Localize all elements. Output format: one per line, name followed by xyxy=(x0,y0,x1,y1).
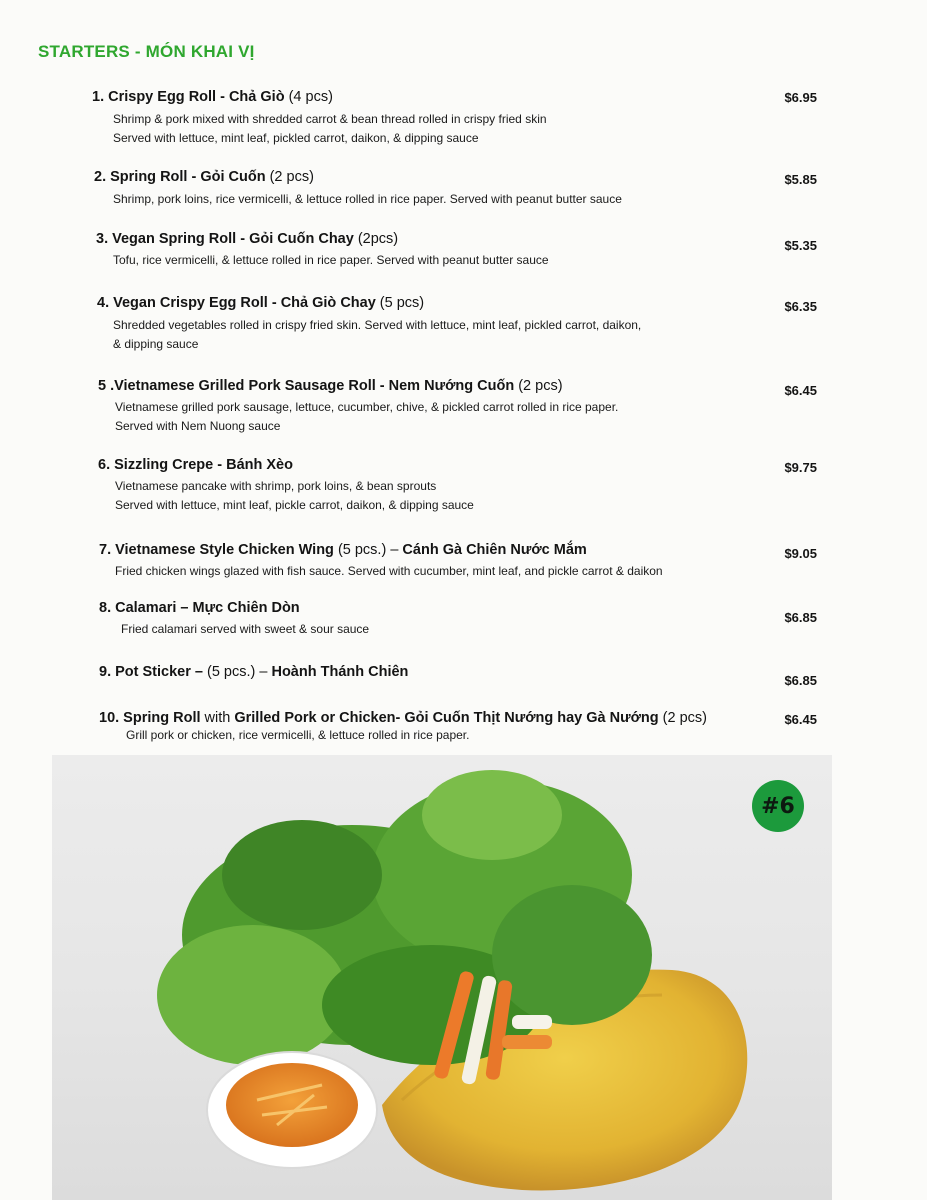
item-number-badge xyxy=(752,780,804,832)
item-name xyxy=(99,541,587,559)
item-price: $9.05 xyxy=(784,546,817,561)
item-name-bold: 5 .Vietnamese Grilled Pork Sausage Roll - Nem Nướng Cuốn xyxy=(98,378,515,394)
item-name-bold: Hoành Thánh Chiên xyxy=(271,664,409,680)
item-description: Shredded vegetables rolled in crispy fried skin. Served with lettuce, mint leaf, pickled carrot, daikon, xyxy=(113,318,642,332)
dish-photo xyxy=(52,755,832,1200)
item-name-detail: (4 pcs) xyxy=(284,89,333,105)
item-price: $5.35 xyxy=(784,238,817,253)
sizzling-crepe-image xyxy=(52,755,832,1200)
item-name-bold: 6. Sizzling Crepe - Bánh Xèo xyxy=(98,457,293,473)
item-description: Shrimp, pork loins, rice vermicelli, & lettuce rolled in rice paper. Served with peanut butter sauce xyxy=(113,192,622,206)
badge-label: #6 xyxy=(761,793,795,819)
item-description: Fried chicken wings glazed with fish sauce. Served with cucumber, mint leaf, and pickle carrot & daikon xyxy=(115,564,663,578)
item-name-bold: 9. Pot Sticker – xyxy=(99,664,203,680)
item-name xyxy=(98,377,563,395)
item-description: Vietnamese pancake with shrimp, pork loins, & bean sprouts xyxy=(115,479,437,493)
item-name-bold: 3. Vegan Spring Roll - Gỏi Cuốn Chay xyxy=(96,231,354,247)
item-name-detail: (2 pcs) xyxy=(658,710,707,726)
item-description: Tofu, rice vermicelli, & lettuce rolled in rice paper. Served with peanut butter sauce xyxy=(113,253,549,267)
item-name xyxy=(99,599,300,617)
item-price: $6.45 xyxy=(784,712,817,727)
item-name-detail: (2pcs) xyxy=(353,231,399,247)
item-name xyxy=(96,230,398,248)
item-description: Served with Nem Nuong sauce xyxy=(115,419,281,433)
item-name-bold: 2. Spring Roll - Gỏi Cuốn xyxy=(94,169,266,185)
item-description: Grill pork or chicken, rice vermicelli, & lettuce rolled in rice paper. xyxy=(126,728,470,742)
item-price: $9.75 xyxy=(784,460,817,475)
item-name-bold: 4. Vegan Crispy Egg Roll - Chả Giò Chay xyxy=(97,295,376,311)
item-price: $6.35 xyxy=(784,299,817,314)
item-name-bold: Grilled Pork or Chicken- Gỏi Cuốn Thịt Nướng hay Gà Nướng xyxy=(234,710,659,726)
item-description: & dipping sauce xyxy=(113,337,199,351)
item-name-bold: 8. Calamari – Mực Chiên Dòn xyxy=(99,600,300,616)
item-name-detail: (5 pcs.) – xyxy=(333,542,403,558)
item-name-detail: (5 pcs) xyxy=(375,295,425,311)
item-name-bold: 7. Vietnamese Style Chicken Wing xyxy=(99,542,334,558)
item-name xyxy=(92,88,333,106)
item-name xyxy=(97,294,424,312)
item-price: $6.85 xyxy=(784,673,817,688)
item-description: Fried calamari served with sweet & sour sauce xyxy=(121,622,370,636)
item-name-bold: Cánh Gà Chiên Nước Mắm xyxy=(402,542,587,558)
item-name xyxy=(94,168,314,186)
item-description: Served with lettuce, mint leaf, pickle carrot, daikon, & dipping sauce xyxy=(115,498,474,512)
item-price: $6.85 xyxy=(784,610,817,625)
item-name-detail: with xyxy=(200,710,235,726)
section-title: STARTERS - MÓN KHAI VỊ xyxy=(38,42,255,61)
item-description: Shrimp & pork mixed with shredded carrot & bean thread rolled in crispy fried skin xyxy=(113,112,547,126)
item-description: Vietnamese grilled pork sausage, lettuce, cucumber, chive, & pickled carrot rolled in rice paper. xyxy=(115,400,619,414)
item-name xyxy=(99,709,707,727)
item-description: Served with lettuce, mint leaf, pickled carrot, daikon, & dipping sauce xyxy=(113,131,479,145)
item-price: $5.85 xyxy=(784,172,817,187)
item-price: $6.45 xyxy=(784,383,817,398)
item-price: $6.95 xyxy=(784,90,817,105)
item-name xyxy=(98,456,293,474)
item-name-detail: (2 pcs) xyxy=(265,169,314,185)
item-name xyxy=(99,663,408,681)
item-name-bold: 10. Spring Roll xyxy=(99,710,201,726)
item-name-detail: (2 pcs) xyxy=(514,378,563,394)
item-name-detail: (5 pcs.) – xyxy=(202,664,272,680)
item-name-bold: 1. Crispy Egg Roll - Chả Giò xyxy=(92,89,285,105)
